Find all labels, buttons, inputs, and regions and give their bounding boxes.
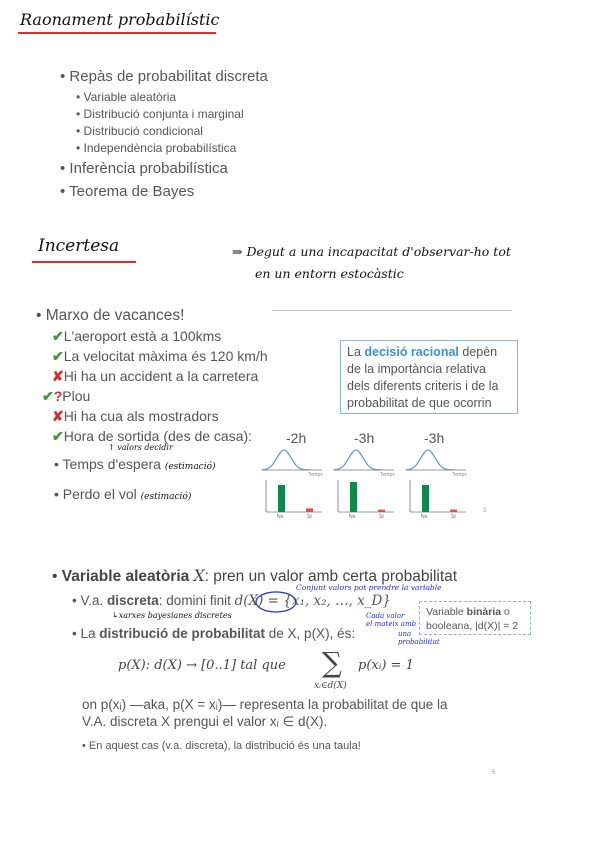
- wait-time-curve: [334, 450, 382, 470]
- mini-charts: [258, 444, 490, 520]
- check-icon: ✔: [52, 328, 64, 344]
- slide2-item: ✔L'aeroport està a 100kms: [52, 328, 222, 344]
- cross-icon: ✘: [52, 408, 64, 424]
- wait-time-curve: [406, 450, 454, 470]
- note-incertesa-2: en un entorn estocàstic: [255, 266, 404, 281]
- bar-label-no: No: [421, 514, 428, 520]
- outline-item: • Repàs de probabilitat discreta: [60, 68, 268, 85]
- formula-sub: xᵢ∈d(X): [314, 681, 347, 691]
- cross-icon: ✘: [52, 368, 64, 384]
- hand-conjunt: Conjunt valors pot prendre la variable: [296, 583, 442, 592]
- bar-label-no: No: [349, 514, 356, 520]
- bar-no: [422, 485, 429, 512]
- check-icon: ✔: [52, 428, 64, 444]
- slide2-item: ✔Hora de sortida (des de casa):: [52, 428, 253, 444]
- question-icon: ?: [53, 388, 63, 404]
- dist-line: • La distribució de probabilitat de X, p(X), és:: [72, 626, 356, 641]
- heading2-underline: [32, 261, 136, 263]
- slide2-item: ✘Hi ha cua als mostradors: [52, 408, 219, 424]
- bar-no: [278, 485, 285, 512]
- heading-incertesa: Incertesa: [38, 236, 120, 256]
- on-line-2: V.A. discreta X prengui el valor xᵢ ∈ d(X).: [82, 714, 328, 729]
- note-taula: • En aquest cas (v.a. discreta), la distribució és una taula!: [82, 740, 361, 752]
- hora-option: -3h: [424, 430, 445, 446]
- slide2-page-num: 3: [483, 508, 487, 514]
- outline-subitem: • Distribució condicional: [76, 124, 203, 138]
- curve-axis-label: Temps: [308, 472, 323, 478]
- slide3-title: • Variable aleatòria X: pren un valor amb certa probabilitat: [52, 567, 458, 585]
- perdo-item: • Perdo el vol (estimació): [54, 486, 192, 502]
- callout-decisio: La decisió racional depèn de la importància relativa dels diferents criteris i de la probabilitat de que ocorrin: [340, 340, 518, 414]
- slide2-item: ✔La velocitat màxima és 120 km/h: [52, 348, 268, 364]
- bar-si: [378, 510, 385, 512]
- curve-axis-label: Temps: [380, 472, 395, 478]
- note-incertesa-1: ⇒ Degut a una incapacitat d'observar-ho tot: [232, 244, 511, 259]
- wait-time-curve: [262, 450, 310, 470]
- bar-si: [450, 510, 457, 512]
- bar-si: [306, 508, 313, 512]
- slide-separator: [272, 310, 512, 311]
- slide2-item: ✘Hi ha un accident a la carretera: [52, 368, 259, 384]
- va-discreta-line: • V.a. discreta: domini finit d(X) = {x₁, x₂, …, x_D}: [72, 593, 391, 609]
- temps-item: • Temps d'espera (estimació): [54, 456, 216, 472]
- hand-cada: Cada valor el mateix amb: [366, 612, 417, 628]
- outline-subitem: • Independència probabilística: [76, 141, 237, 155]
- outline-subitem: • Variable aleatòria: [76, 90, 177, 104]
- slide2-item: ✔?Plou: [42, 388, 91, 404]
- check-icon: ✔: [52, 348, 64, 364]
- hora-option: -3h: [354, 430, 375, 446]
- bar-label-no: No: [277, 514, 284, 520]
- formula-left: p(X): d(X) → [0..1] tal que: [118, 658, 286, 673]
- bar-label-si: Sí: [451, 514, 456, 520]
- bar-label-si: Sí: [307, 514, 312, 520]
- binary-box: Variable binària o booleana, |d(X)| = 2: [419, 601, 531, 635]
- formula-sum: ∑: [322, 646, 342, 679]
- slide2-title: • Marxo de vacances!: [36, 307, 185, 324]
- hand-xarxes: ↳xarxes bayesianes discretes: [112, 611, 232, 620]
- on-line-1: on p(xᵢ) —aka, p(X = xᵢ)— representa la probabilitat de que la: [82, 697, 448, 712]
- hora-option: -2h: [286, 430, 307, 446]
- heading-underline: [18, 32, 216, 34]
- bar-no: [350, 482, 357, 512]
- formula-right: p(xᵢ) = 1: [358, 658, 414, 673]
- outline-item: • Teorema de Bayes: [60, 183, 195, 200]
- valors-note: ↑ valors decidir: [108, 443, 173, 452]
- outline-item: • Inferència probabilística: [60, 160, 228, 177]
- domain-circle: [252, 589, 300, 615]
- check-icon: ✔: [42, 388, 54, 404]
- curve-axis-label: Temps: [452, 472, 467, 478]
- heading-raonament: Raonament probabilístic: [20, 10, 220, 29]
- slide3-page-num: 5: [492, 770, 496, 776]
- bar-label-si: Sí: [379, 514, 384, 520]
- outline-subitem: • Distribució conjunta i marginal: [76, 107, 244, 121]
- hand-una: una probabilitat: [398, 630, 440, 646]
